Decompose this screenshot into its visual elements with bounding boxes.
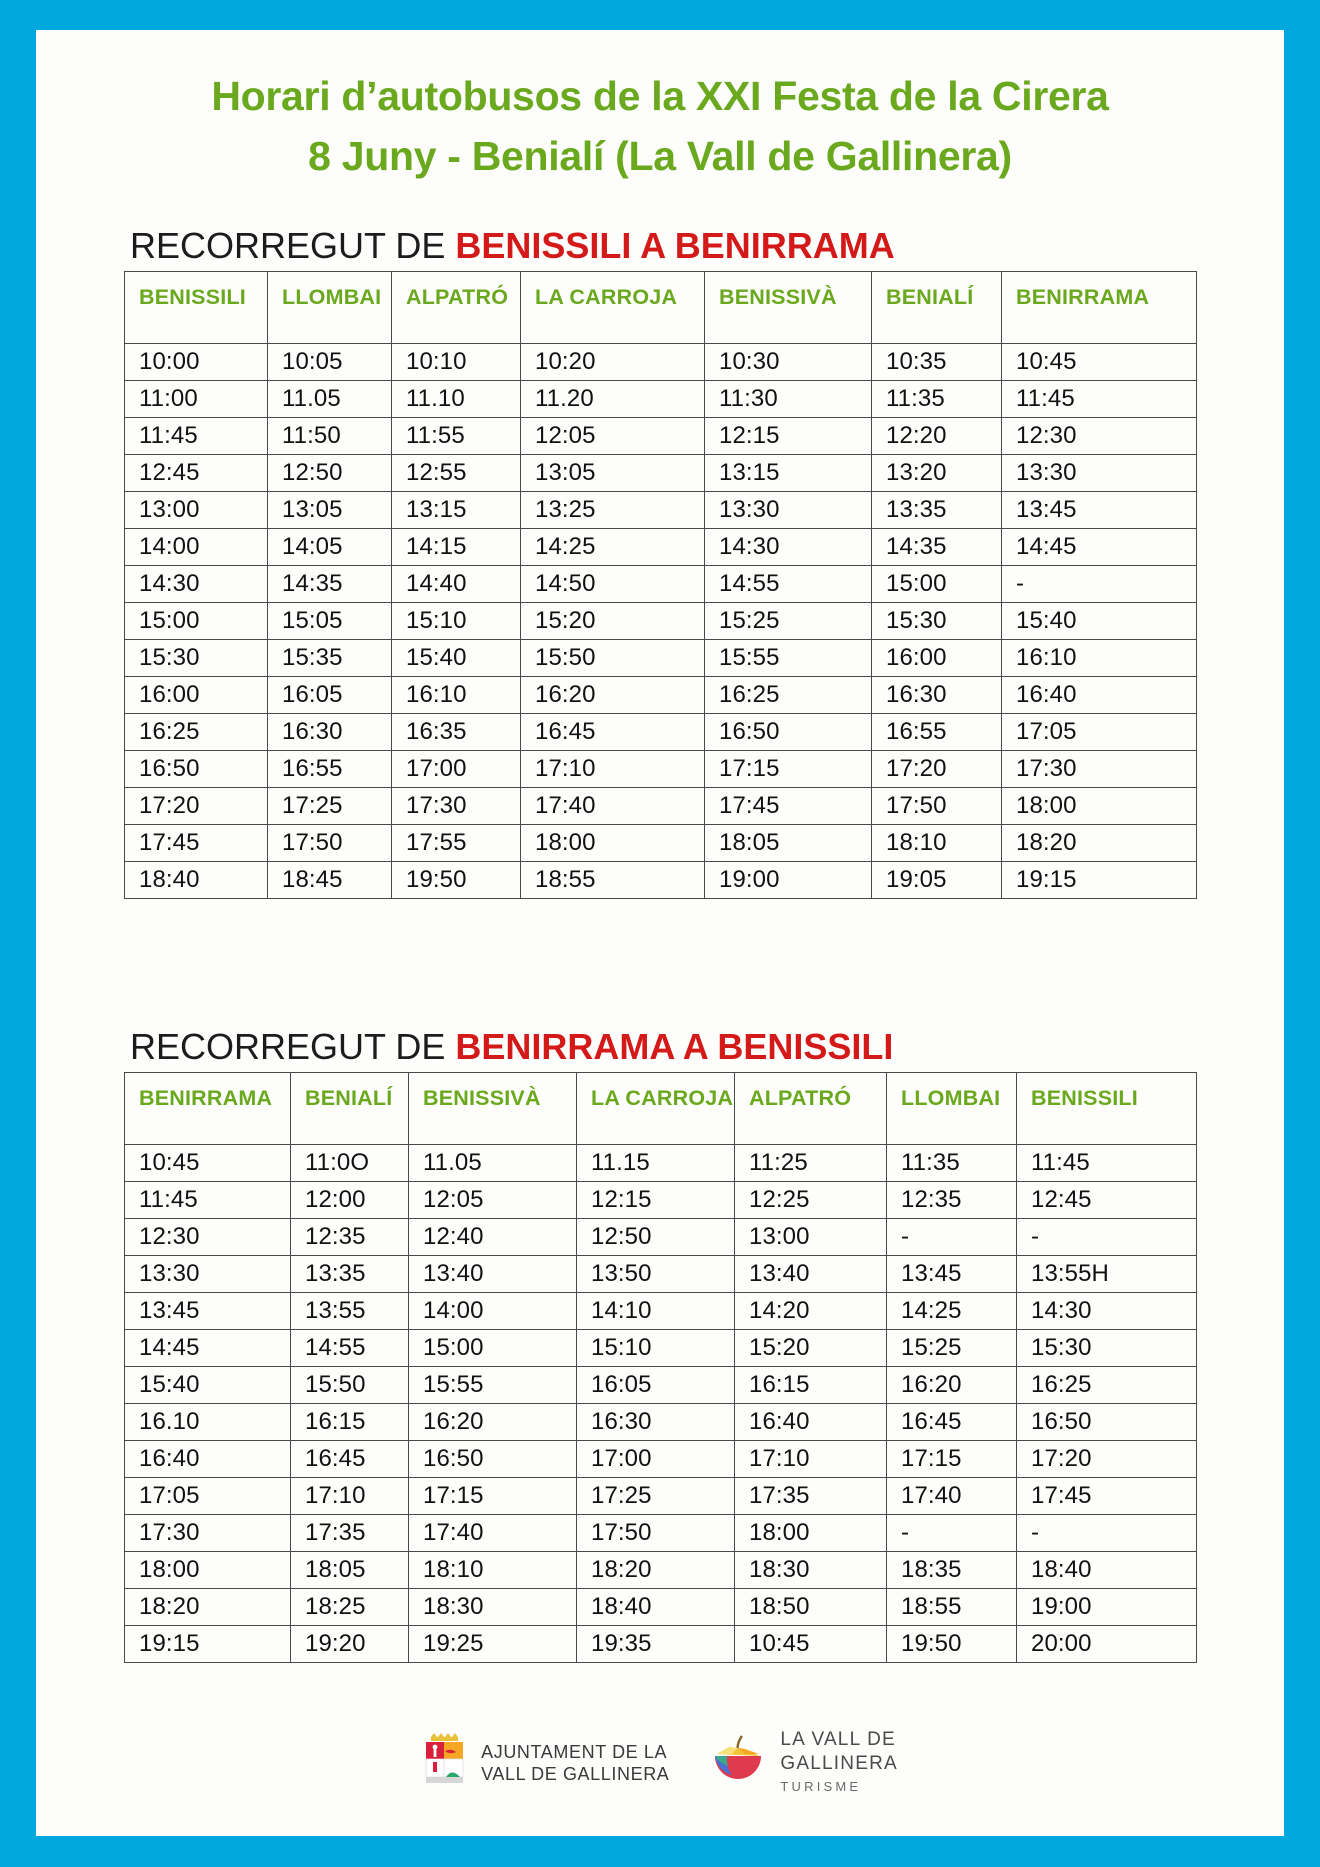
departure-time-cell: 17:05 <box>1002 714 1197 751</box>
poster-canvas <box>36 30 1284 1836</box>
departure-time-cell: 14:55 <box>705 566 872 603</box>
departure-time-cell: 13:40 <box>409 1256 577 1293</box>
ajuntament-logo-text <box>481 1741 669 1785</box>
table-row <box>125 1478 1197 1515</box>
departure-time-cell: 12:20 <box>872 418 1002 455</box>
table-row <box>125 1441 1197 1478</box>
departure-time-cell: 16:20 <box>409 1404 577 1441</box>
column-header-stop: BENIALÍ <box>291 1073 409 1145</box>
ajuntament-logo-group <box>422 1733 669 1794</box>
departure-time-cell: 15:30 <box>125 640 268 677</box>
departure-time-cell: 11:25 <box>735 1145 887 1182</box>
departure-time-cell: 14:00 <box>409 1293 577 1330</box>
departure-time-cell: 10:45 <box>735 1626 887 1663</box>
departure-time-cell: 17:10 <box>521 751 705 788</box>
departure-time-cell: 15:30 <box>1017 1330 1197 1367</box>
departure-time-cell: 15:55 <box>409 1367 577 1404</box>
departure-time-cell: 14:50 <box>521 566 705 603</box>
column-header-stop: ALPATRÓ <box>735 1073 887 1145</box>
departure-time-cell: 15:35 <box>268 640 392 677</box>
departure-time-cell: 17:35 <box>291 1515 409 1552</box>
departure-time-cell: 12:40 <box>409 1219 577 1256</box>
departure-time-cell: 12:15 <box>705 418 872 455</box>
departure-time-cell: 14:20 <box>735 1293 887 1330</box>
departure-time-cell: 16:50 <box>125 751 268 788</box>
turisme-logo-group <box>709 1728 897 1798</box>
poster-footer <box>36 1728 1284 1798</box>
departure-time-cell: 17:15 <box>409 1478 577 1515</box>
departure-time-cell: 17:30 <box>392 788 521 825</box>
route-heading-prefix: RECORREGUT DE <box>130 1026 456 1067</box>
departure-time-cell: 17:35 <box>735 1478 887 1515</box>
departure-time-cell: 10:05 <box>268 344 392 381</box>
departure-time-cell: 14:30 <box>705 529 872 566</box>
table-row <box>125 1182 1197 1219</box>
departure-time-cell: 17:25 <box>268 788 392 825</box>
departure-time-cell: 18:40 <box>577 1589 735 1626</box>
departure-time-cell: 13:30 <box>125 1256 291 1293</box>
departure-time-cell: 10:35 <box>872 344 1002 381</box>
departure-time-cell: 10:20 <box>521 344 705 381</box>
table-row <box>125 455 1197 492</box>
departure-time-cell: 16:55 <box>268 751 392 788</box>
departure-time-cell: 12:30 <box>125 1219 291 1256</box>
departure-time-cell: 15:55 <box>705 640 872 677</box>
departure-time-cell: 18:30 <box>735 1552 887 1589</box>
route-heading <box>130 226 1196 266</box>
departure-time-cell: 17:40 <box>409 1515 577 1552</box>
departure-time-cell: 11:00 <box>125 381 268 418</box>
table-row <box>125 603 1197 640</box>
departure-time-cell: 15:00 <box>125 603 268 640</box>
route-heading-accent: BENIRRAMA A BENISSILI <box>455 1026 894 1067</box>
departure-time-cell: 18:10 <box>409 1552 577 1589</box>
departure-time-cell: 17:15 <box>705 751 872 788</box>
table-header-row <box>125 272 1197 344</box>
timetable-benirrama-benissili <box>124 1072 1197 1663</box>
departure-time-cell: 14:35 <box>268 566 392 603</box>
departure-time-cell: 19:35 <box>577 1626 735 1663</box>
turisme-logo-text <box>780 1728 897 1798</box>
poster-title <box>36 30 1284 186</box>
route-heading <box>130 1027 1196 1067</box>
departure-time-cell: 12:00 <box>291 1182 409 1219</box>
route-section-benissili-benirrama <box>124 226 1196 899</box>
departure-time-cell: 12:45 <box>125 455 268 492</box>
departure-time-cell: 18:45 <box>268 862 392 899</box>
departure-time-cell: 16:10 <box>1002 640 1197 677</box>
table-row <box>125 1552 1197 1589</box>
departure-time-cell: 17:50 <box>872 788 1002 825</box>
departure-time-cell: 12:50 <box>577 1219 735 1256</box>
departure-time-cell: 19:00 <box>1017 1589 1197 1626</box>
departure-time-cell: 19:50 <box>887 1626 1017 1663</box>
departure-time-cell: 11:45 <box>1002 381 1197 418</box>
departure-time-cell: 13:00 <box>125 492 268 529</box>
column-header-stop: LLOMBAI <box>887 1073 1017 1145</box>
ajuntament-line-1: AJUNTAMENT DE LA <box>481 1742 668 1762</box>
departure-time-cell: - <box>1002 566 1197 603</box>
departure-time-cell: 19:25 <box>409 1626 577 1663</box>
departure-time-cell: 14:30 <box>125 566 268 603</box>
departure-time-cell: 19:15 <box>125 1626 291 1663</box>
departure-time-cell: 17:45 <box>125 825 268 862</box>
departure-time-cell: 17:20 <box>1017 1441 1197 1478</box>
departure-time-cell: 17:40 <box>521 788 705 825</box>
departure-time-cell: 16:35 <box>392 714 521 751</box>
table-row <box>125 825 1197 862</box>
departure-time-cell: 14:00 <box>125 529 268 566</box>
departure-time-cell: 11.20 <box>521 381 705 418</box>
departure-time-cell: 11.10 <box>392 381 521 418</box>
departure-time-cell: 15:00 <box>409 1330 577 1367</box>
departure-time-cell: 15:40 <box>392 640 521 677</box>
column-header-stop: LLOMBAI <box>268 272 392 344</box>
table-row <box>125 1293 1197 1330</box>
departure-time-cell: 16:05 <box>577 1367 735 1404</box>
departure-time-cell: 14:25 <box>887 1293 1017 1330</box>
column-header-stop: BENIRRAMA <box>125 1073 291 1145</box>
table-row <box>125 751 1197 788</box>
departure-time-cell: 13:15 <box>705 455 872 492</box>
departure-time-cell: 14:40 <box>392 566 521 603</box>
departure-time-cell: 13:50 <box>577 1256 735 1293</box>
table-row <box>125 677 1197 714</box>
departure-time-cell: 12:35 <box>291 1219 409 1256</box>
departure-time-cell: 19:20 <box>291 1626 409 1663</box>
departure-time-cell: 13:05 <box>268 492 392 529</box>
departure-time-cell: 13:30 <box>705 492 872 529</box>
column-header-stop: BENISSILI <box>1017 1073 1197 1145</box>
departure-time-cell: 17:40 <box>887 1478 1017 1515</box>
departure-time-cell: 18:50 <box>735 1589 887 1626</box>
departure-time-cell: 16:25 <box>1017 1367 1197 1404</box>
title-line-2: 8 Juny - Benialí (La Vall de Gallinera) <box>308 133 1012 179</box>
departure-time-cell: 16:40 <box>735 1404 887 1441</box>
departure-time-cell: 20:00 <box>1017 1626 1197 1663</box>
table-row <box>125 1367 1197 1404</box>
departure-time-cell: 14:45 <box>1002 529 1197 566</box>
departure-time-cell: 16:40 <box>1002 677 1197 714</box>
departure-time-cell: 14:30 <box>1017 1293 1197 1330</box>
departure-time-cell: 16:45 <box>291 1441 409 1478</box>
departure-time-cell: 16:25 <box>705 677 872 714</box>
departure-time-cell: 12:50 <box>268 455 392 492</box>
departure-time-cell: 11:35 <box>887 1145 1017 1182</box>
departure-time-cell: 13:20 <box>872 455 1002 492</box>
table-row <box>125 862 1197 899</box>
departure-time-cell: 16:30 <box>872 677 1002 714</box>
column-header-stop: BENISSILI <box>125 272 268 344</box>
departure-time-cell: 13:25 <box>521 492 705 529</box>
departure-time-cell: 15:50 <box>291 1367 409 1404</box>
departure-time-cell: 14:45 <box>125 1330 291 1367</box>
departure-time-cell: 11:45 <box>1017 1145 1197 1182</box>
departure-time-cell: 12:15 <box>577 1182 735 1219</box>
departure-time-cell: - <box>887 1515 1017 1552</box>
departure-time-cell: 18:20 <box>1002 825 1197 862</box>
departure-time-cell: 12:45 <box>1017 1182 1197 1219</box>
departure-time-cell: 11:45 <box>125 418 268 455</box>
departure-time-cell: 15:10 <box>577 1330 735 1367</box>
table-row <box>125 1589 1197 1626</box>
departure-time-cell: 15:50 <box>521 640 705 677</box>
turisme-line-1: LA VALL DE <box>780 1729 896 1750</box>
departure-time-cell: 11.05 <box>409 1145 577 1182</box>
table-row <box>125 1515 1197 1552</box>
table-row <box>125 529 1197 566</box>
departure-time-cell: 13:45 <box>1002 492 1197 529</box>
departure-time-cell: 14:05 <box>268 529 392 566</box>
departure-time-cell: 19:00 <box>705 862 872 899</box>
table-row <box>125 1145 1197 1182</box>
departure-time-cell: - <box>1017 1219 1197 1256</box>
departure-time-cell: 15:40 <box>1002 603 1197 640</box>
departure-time-cell: 12:30 <box>1002 418 1197 455</box>
departure-time-cell: 17:50 <box>268 825 392 862</box>
departure-time-cell: 16:45 <box>887 1404 1017 1441</box>
route-heading-accent: BENISSILI A BENIRRAMA <box>455 225 895 266</box>
departure-time-cell: 13:30 <box>1002 455 1197 492</box>
departure-time-cell: 16:55 <box>872 714 1002 751</box>
departure-time-cell: 17:55 <box>392 825 521 862</box>
departure-time-cell: 10:45 <box>125 1145 291 1182</box>
coat-of-arms-icon <box>422 1733 468 1794</box>
departure-time-cell: 13:05 <box>521 455 705 492</box>
departure-time-cell: 11:0O <box>291 1145 409 1182</box>
table-row <box>125 492 1197 529</box>
departure-time-cell: 16:10 <box>392 677 521 714</box>
departure-time-cell: 15:30 <box>872 603 1002 640</box>
departure-time-cell: 18:55 <box>521 862 705 899</box>
departure-time-cell: 17:05 <box>125 1478 291 1515</box>
departure-time-cell: 16.10 <box>125 1404 291 1441</box>
timetable-body <box>125 344 1197 899</box>
table-row <box>125 381 1197 418</box>
table-row <box>125 566 1197 603</box>
departure-time-cell: 18:05 <box>705 825 872 862</box>
departure-time-cell: 10:45 <box>1002 344 1197 381</box>
departure-time-cell: 15:25 <box>705 603 872 640</box>
table-row <box>125 1626 1197 1663</box>
departure-time-cell: 16:20 <box>887 1367 1017 1404</box>
departure-time-cell: 16:15 <box>735 1367 887 1404</box>
departure-time-cell: 11:50 <box>268 418 392 455</box>
departure-time-cell: 18:55 <box>887 1589 1017 1626</box>
column-header-stop: LA CARROJA <box>577 1073 735 1145</box>
table-row <box>125 1404 1197 1441</box>
departure-time-cell: 17:30 <box>1002 751 1197 788</box>
departure-time-cell: 17:45 <box>1017 1478 1197 1515</box>
departure-time-cell: 18:10 <box>872 825 1002 862</box>
departure-time-cell: 18:00 <box>521 825 705 862</box>
departure-time-cell: 16:25 <box>125 714 268 751</box>
column-header-stop: BENISSIVÀ <box>409 1073 577 1145</box>
departure-time-cell: - <box>887 1219 1017 1256</box>
departure-time-cell: 13:00 <box>735 1219 887 1256</box>
departure-time-cell: 19:15 <box>1002 862 1197 899</box>
departure-time-cell: 16:00 <box>872 640 1002 677</box>
departure-time-cell: 13:35 <box>872 492 1002 529</box>
departure-time-cell: 17:25 <box>577 1478 735 1515</box>
departure-time-cell: 19:50 <box>392 862 521 899</box>
route-heading-prefix: RECORREGUT DE <box>130 225 456 266</box>
departure-time-cell: 15:20 <box>521 603 705 640</box>
departure-time-cell: 12:25 <box>735 1182 887 1219</box>
departure-time-cell: 17:10 <box>735 1441 887 1478</box>
departure-time-cell: 17:00 <box>577 1441 735 1478</box>
departure-time-cell: 11.15 <box>577 1145 735 1182</box>
departure-time-cell: 13:35 <box>291 1256 409 1293</box>
departure-time-cell: 13:45 <box>887 1256 1017 1293</box>
departure-time-cell: 15:40 <box>125 1367 291 1404</box>
ajuntament-line-2: VALL DE GALLINERA <box>481 1764 670 1784</box>
timetable-benissili-benirrama <box>124 271 1197 899</box>
title-line-1: Horari d’autobusos de la XXI Festa de la Cirera <box>211 73 1109 119</box>
departure-time-cell: 15:20 <box>735 1330 887 1367</box>
departure-time-cell: 15:05 <box>268 603 392 640</box>
departure-time-cell: 16:00 <box>125 677 268 714</box>
departure-time-cell: 11.05 <box>268 381 392 418</box>
table-row <box>125 1219 1197 1256</box>
departure-time-cell: 18:05 <box>291 1552 409 1589</box>
departure-time-cell: 12:05 <box>521 418 705 455</box>
departure-time-cell: 16:45 <box>521 714 705 751</box>
departure-time-cell: 16:30 <box>577 1404 735 1441</box>
departure-time-cell: 16:20 <box>521 677 705 714</box>
route-section-benirrama-benissili <box>124 1027 1196 1663</box>
cherry-bowl-icon <box>709 1732 767 1795</box>
departure-time-cell: 17:45 <box>705 788 872 825</box>
departure-time-cell: 16:05 <box>268 677 392 714</box>
departure-time-cell: 18:40 <box>125 862 268 899</box>
departure-time-cell: 11:55 <box>392 418 521 455</box>
departure-time-cell: 17:15 <box>887 1441 1017 1478</box>
departure-time-cell: 13:45 <box>125 1293 291 1330</box>
departure-time-cell: 14:10 <box>577 1293 735 1330</box>
departure-time-cell: 16:50 <box>409 1441 577 1478</box>
departure-time-cell: 12:55 <box>392 455 521 492</box>
departure-time-cell: 11:35 <box>872 381 1002 418</box>
column-header-stop: BENISSIVÀ <box>705 272 872 344</box>
column-header-stop: ALPATRÓ <box>392 272 521 344</box>
departure-time-cell: 12:05 <box>409 1182 577 1219</box>
table-row <box>125 418 1197 455</box>
departure-time-cell: 14:35 <box>872 529 1002 566</box>
departure-time-cell: 17:10 <box>291 1478 409 1515</box>
departure-time-cell: 10:00 <box>125 344 268 381</box>
departure-time-cell: 16:15 <box>291 1404 409 1441</box>
departure-time-cell: 13:15 <box>392 492 521 529</box>
departure-time-cell: 15:10 <box>392 603 521 640</box>
departure-time-cell: 17:00 <box>392 751 521 788</box>
table-row <box>125 1256 1197 1293</box>
departure-time-cell: 13:40 <box>735 1256 887 1293</box>
turisme-line-2: GALLINERA <box>780 1753 898 1774</box>
departure-time-cell: 16:50 <box>1017 1404 1197 1441</box>
departure-time-cell: 17:20 <box>872 751 1002 788</box>
departure-time-cell: 14:15 <box>392 529 521 566</box>
column-header-stop: LA CARROJA <box>521 272 705 344</box>
departure-time-cell: 10:30 <box>705 344 872 381</box>
table-header-row <box>125 1073 1197 1145</box>
departure-time-cell: 15:00 <box>872 566 1002 603</box>
table-row <box>125 714 1197 751</box>
table-row <box>125 344 1197 381</box>
departure-time-cell: 10:10 <box>392 344 521 381</box>
departure-time-cell: 17:30 <box>125 1515 291 1552</box>
departure-time-cell: 13:55H <box>1017 1256 1197 1293</box>
departure-time-cell: 17:20 <box>125 788 268 825</box>
departure-time-cell: 18:40 <box>1017 1552 1197 1589</box>
departure-time-cell: 11:45 <box>125 1182 291 1219</box>
departure-time-cell: 18:35 <box>887 1552 1017 1589</box>
departure-time-cell: 18:25 <box>291 1589 409 1626</box>
turisme-subtitle: TURISME <box>780 1779 862 1794</box>
departure-time-cell: 11:30 <box>705 381 872 418</box>
departure-time-cell: 14:55 <box>291 1330 409 1367</box>
departure-time-cell: 18:00 <box>735 1515 887 1552</box>
table-row <box>125 788 1197 825</box>
table-row <box>125 640 1197 677</box>
departure-time-cell: 16:50 <box>705 714 872 751</box>
departure-time-cell: 18:00 <box>1002 788 1197 825</box>
timetable-body <box>125 1145 1197 1663</box>
table-row <box>125 1330 1197 1367</box>
column-header-stop: BENIRRAMA <box>1002 272 1197 344</box>
departure-time-cell: 15:25 <box>887 1330 1017 1367</box>
departure-time-cell: 13:55 <box>291 1293 409 1330</box>
departure-time-cell: 18:30 <box>409 1589 577 1626</box>
departure-time-cell: 18:00 <box>125 1552 291 1589</box>
departure-time-cell: 18:20 <box>125 1589 291 1626</box>
departure-time-cell: 12:35 <box>887 1182 1017 1219</box>
departure-time-cell: 16:30 <box>268 714 392 751</box>
column-header-stop: BENIALÍ <box>872 272 1002 344</box>
departure-time-cell: - <box>1017 1515 1197 1552</box>
departure-time-cell: 17:50 <box>577 1515 735 1552</box>
departure-time-cell: 19:05 <box>872 862 1002 899</box>
departure-time-cell: 16:40 <box>125 1441 291 1478</box>
departure-time-cell: 18:20 <box>577 1552 735 1589</box>
departure-time-cell: 14:25 <box>521 529 705 566</box>
